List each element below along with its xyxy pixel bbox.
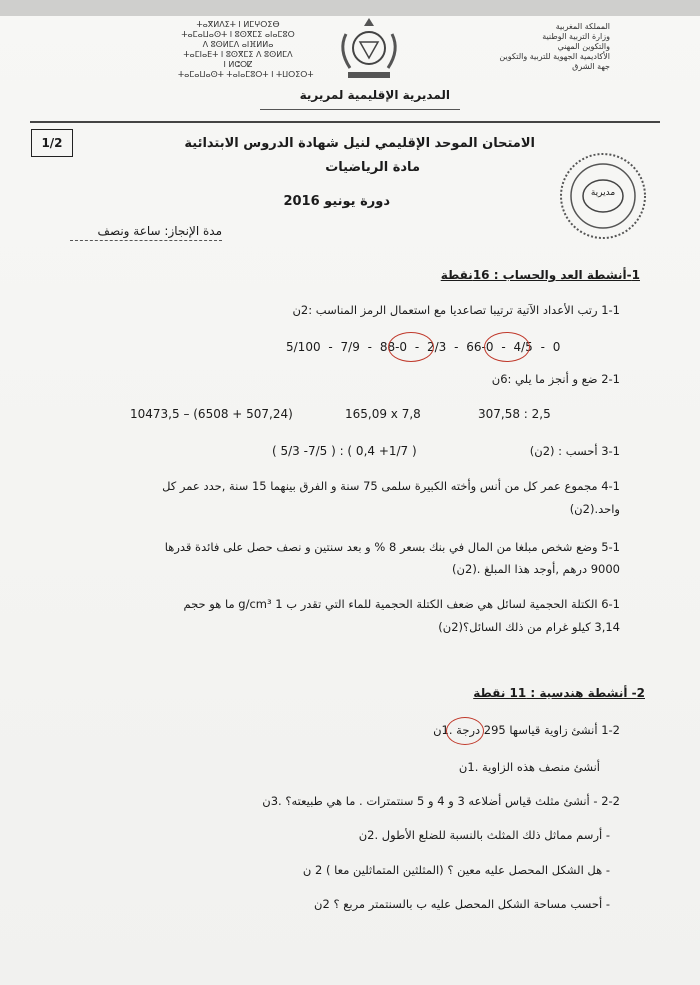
header-right-line: والتكوين المهني [557, 42, 610, 51]
header-divider [30, 121, 660, 123]
header-left-line: ⵜⴰⴳⵍⴷⵉⵜ ⵏ ⵍⵎⵖⵔⵉⴱ [196, 20, 280, 29]
question-1-1-numbers: 5/100 - 7/9 - 88-0 - 2/3 - 66-0 - 4/5 - 0 [286, 340, 561, 354]
question-1-5: 5-1 وضع شخص مبلغا من المال في بنك بسعر 8 % و بعد سنتين و نصف حصل على فائدة قدرها [164, 540, 620, 554]
question-1-1: 1-1 رتب الأعداد الآتية ترتيبا تصاعديا مع استعمال الرمز المناسب :2ن [292, 303, 620, 317]
header-right-line: الأكاديمية الجهوية للتربية والتكوين [499, 52, 610, 61]
page-number-box: 1/2 [31, 129, 73, 157]
question-1-2: 2-1 ضع و أنجز ما يلي :6ن [491, 372, 620, 386]
question-1-5-continued: 9000 درهم ,أوجد هذا المبلغ .(2ن) [452, 562, 620, 576]
question-1-4-continued: واحد.(2ن) [569, 502, 620, 516]
exam-title: الامتحان الموحد الإقليمي لنيل شهادة الدروس الابتدائية [184, 136, 535, 151]
region-underline [260, 109, 460, 110]
header-left-line: ⵜⴰⵎⴰⵡⴰⵙⵜ ⵏ ⵓⵙⴳⵎⵉ ⴰⵏⴰⵎⵓⵔ [181, 30, 295, 39]
handwritten-circle-mark [484, 332, 530, 362]
question-2-2-c: - أحسب مساحة الشكل المحصل عليه ب بالسنتمتر مربع ؟ 2ن [314, 897, 610, 911]
header-right-line: وزارة التربية الوطنية [542, 32, 610, 41]
header-left-line: ⵜⴰⵎⴰⵡⴰⵙⵜ ⵜⴰⵏⴰⵎⵓⵔⵜ ⵏ ⵜⵡⵔⵉⵔⵜ [178, 70, 314, 79]
exam-subject: مادة الرياضيات [325, 160, 420, 175]
question-2-2-b: - هل الشكل المحصل عليه معين ؟ (المثلثين المتماثلين معا ) 2 ن [302, 863, 610, 877]
kingdom-emblem-icon [330, 14, 408, 84]
exam-duration: مدة الإنجاز: ساعة ونصف [97, 224, 222, 238]
question-2-1-b: أنشئ منصف هذه الزاوية .1ن [458, 760, 600, 774]
question-2-1: 1-2 أنشئ زاوية قياسها 295 درجة .1ن [433, 723, 620, 737]
duration-underline [70, 240, 222, 241]
header-left-line: ⵏ ⵍⵛⵔⵇ [223, 60, 253, 69]
header-left-line: ⴷ ⵓⵙⵍⵎⴷ ⴰⵏⴼⵍⵍⴰ [202, 40, 274, 49]
operation-1: 10473,5 – (6508 + 507,24) [130, 407, 293, 421]
section-2-heading: 2- أنشطة هندسية : 11 نقطة [473, 686, 645, 700]
operation-2: 165,09 x 7,8 [345, 407, 421, 421]
section-1-heading: 1-أنشطة العد والحساب : 16نقطة [440, 268, 640, 282]
question-1-3: 3-1 أحسب : (2ن) [529, 444, 620, 458]
header-right-line: المملكة المغربية [555, 22, 610, 31]
stamp-text: مديرية [590, 188, 616, 198]
exam-session: دورة يونيو 2016 [283, 194, 390, 209]
question-1-6-continued: 3,14 كيلو غرام من ذلك السائل؟(2ن) [438, 620, 620, 634]
header-left-block [178, 20, 314, 80]
handwritten-circle-mark [388, 332, 434, 362]
header-right-line: جهة الشرق [572, 62, 610, 71]
region-directorate: المديرية الإقليمية لمريرية [299, 88, 450, 102]
question-1-4: 4-1 مجموع عمر كل من أنس وأخته الكبيرة سلمى 75 سنة و الفرق بينهما 15 سنة ,حدد عمر كل [162, 479, 620, 493]
question-1-6: 6-1 الكتلة الحجمية لسائل هي ضعف الكتلة الحجمية للماء التي تقدر ب g/cm³ 1 ما هو حجم [183, 597, 620, 611]
operation-3: 307,58 : 2,5 [478, 407, 551, 421]
question-1-3-expression: ( 5/3 -7/5 ) : ( 0,4 +1/7 ) [272, 444, 417, 458]
handwritten-circle-mark [446, 717, 484, 745]
question-2-2: 2-2 - أنشئ مثلث قياس أضلاعه 3 و 4 و 5 سنتمترات . ما هي طبيعته؟ .3ن [262, 794, 620, 808]
header-right-block [430, 22, 610, 72]
question-2-2-a: - أرسم مماثل ذلك المثلث بالنسبة للضلع الأطول .2ن [358, 828, 610, 842]
header-left-line: ⵜⴰⵎⵏⴰⴹⵜ ⵏ ⵓⵙⴳⵎⵉ ⴷ ⵓⵙⵍⵎⴷ [183, 50, 293, 59]
